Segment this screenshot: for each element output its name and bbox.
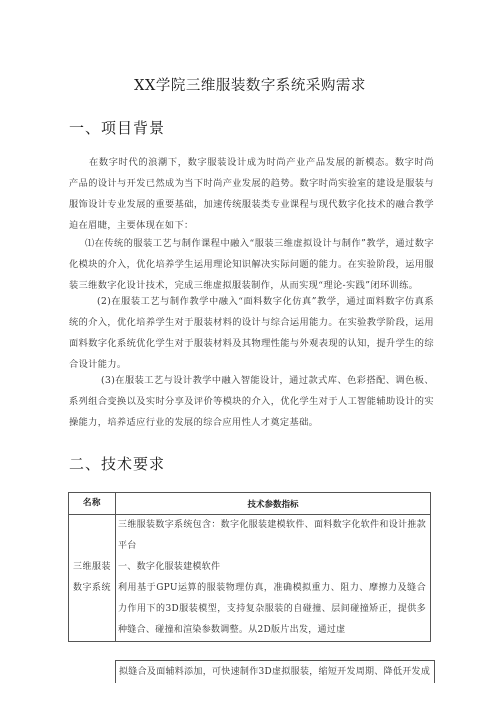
param-line: 三维服装数字系统包含：数字化服装建模软件、面料数字化软件和设计推款平台 xyxy=(118,520,426,551)
row-name-cell xyxy=(69,515,116,642)
table-header-row xyxy=(69,493,431,515)
background-item-1: ⑴在传统的服装工艺与制作课程中融入“服装三维虚拟设计与制作”教学，通过数字化模块的介入，优化培养学生运用理论知识解决实际问题的能力。在实验阶段，运用服装三维数字化设计技术，完成三维虚拟服装制作，从而实现“理论-实践”闭环训练。 xyxy=(69,238,434,291)
header-params: 技术参数指标 xyxy=(116,493,431,515)
background-item-2: (2)在服装工艺与制作教学中融入“面料数字化仿真”教学，通过面料数字仿真系统的介入，优化培养学生对于服装材料的设计与综合运用能力。在实验教学阶段，运用面料数字化系统优化学生对于服装材料及其物理性能与外观表现的认知，提升学生的综合设计能力。 xyxy=(69,296,434,370)
table-row xyxy=(69,515,431,642)
section-heading-technical: 二、技术要求 xyxy=(69,455,166,473)
param-line: 利用基于GPU运算的服装物理仿真，准确模拟重力、阻力、摩擦力及缝合力作用下的3D服装模型，支持复杂服装的自碰撞、层间碰撞矫正，提供多种缝合、碰撞和渲染参数调整。从2D版片出发，通过虚 xyxy=(118,583,426,635)
technical-spec-table xyxy=(68,492,431,642)
param-line: 一、数字化服装建模软件 xyxy=(118,562,221,572)
header-name: 名称 xyxy=(69,493,116,515)
row-params-cell xyxy=(116,515,431,642)
background-intro-paragraph: 在数字时代的浪潮下，数字服装设计成为时尚产业产品发展的新模态。数字时尚产品的设计与开发已然成为当下时尚产业发展的趋势。数字时尚实验室的建设是服装与服饰设计专业发展的重要基础，加速传统服装类专业课程与现代数字化技术的融合教学迫在眉睫，主要体现在如下： xyxy=(69,157,434,231)
table-continuation-row: 拟缝合及面辅料添加，可快速制作3D虚拟服装，缩短开发周期、降低开发成 xyxy=(115,660,435,683)
row-name: 三维服装数字系统 xyxy=(72,562,111,593)
document-title: XX学院三维服装数字系统采购需求 xyxy=(134,78,366,94)
row-params xyxy=(118,515,426,641)
section-heading-background: 一、项目背景 xyxy=(69,119,166,137)
background-item-3: (3)在服装工艺与设计教学中融入智能设计，通过款式库、色彩搭配、调色板、系列组合变换以及实时分享及评价等模块的介入，优化学生对于人工智能辅助设计的实操能力，培养适应行业的发展的综合应用性人才奠定基础。 xyxy=(69,375,434,428)
